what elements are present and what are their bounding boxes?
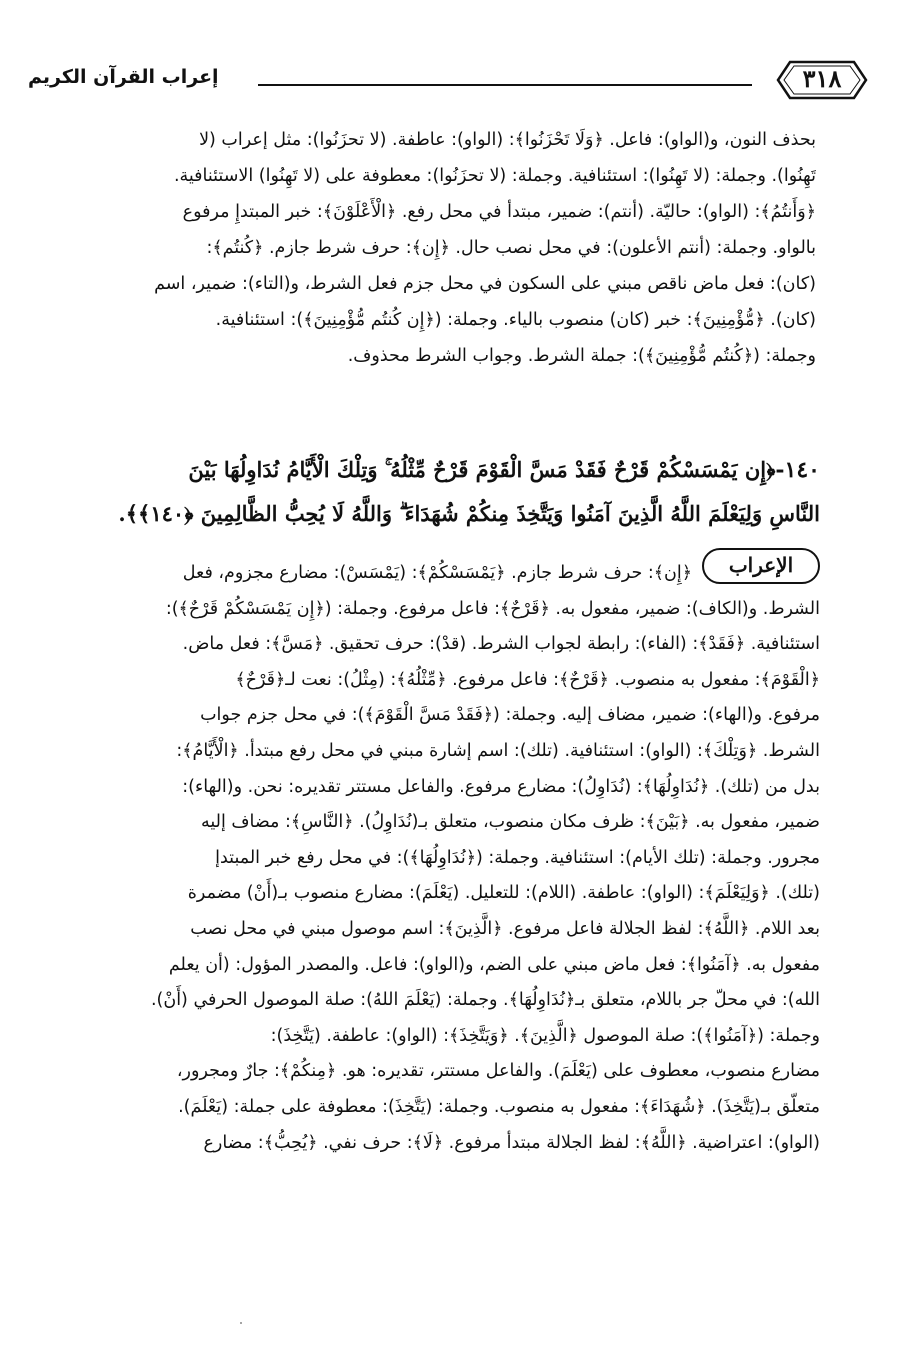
page-number-frame — [776, 60, 868, 100]
text-line: تَهِنُوا). وجملة: (لا تَهِنُوا): استئنافية. وجملة: (لا تحزَنُوا): معطوفة على (لا تَهِنُوا) الاستئنافية. — [173, 166, 816, 186]
verse-line-2: النَّاسِ وَلِيَعْلَمَ اللَّهُ الَّذِينَ آمَنُوا وَيَتَّخِذَ مِنكُمْ شُهَدَاءَ ۗ وَاللَّهُ لَا يُحِبُّ الظَّالِمِينَ ﴿١٤٠﴾﴾. — [118, 501, 820, 526]
text-line: (تلك). ﴿وَلِيَعْلَمَ﴾: (الواو): عاطفة. (اللام): للتعليل. (يَعْلَمَ): مضارع منصوب بـ(أَنْ) مضمرة — [187, 883, 820, 904]
quran-verse — [22, 448, 820, 536]
header-rule — [258, 84, 752, 86]
text-line: وجملة: (﴿كُنتُم مُّؤْمِنِينَ﴾): جملة الشرط. وجواب الشرط محذوف. — [347, 346, 816, 366]
text-line: الشرط. ﴿وَتِلْكَ﴾: (الواو): استئنافية. (تلك): اسم إشارة مبني في محل رفع مبتدأ. ﴿الْأَيَّامُ﴾: — [176, 740, 820, 761]
text-line: استئنافية. ﴿فَقَدْ﴾: (الفاء): رابطة لجواب الشرط. (قدْ): حرف تحقيق. ﴿مَسَّ﴾: فعل ماض. — [182, 634, 820, 655]
scan-speck — [240, 1322, 242, 1324]
text-line: بدل من (تلك). ﴿نُدَاوِلُهَا﴾: (نُدَاوِلُ): مضارع مرفوع. والفاعل مستتر تقديره: نحن. و(الهاء): — [182, 776, 820, 797]
verse-text: ﴿إِن يَمْسَسْكُمْ قَرْحٌ فَقَدْ مَسَّ الْقَوْمَ قَرْحٌ مِّثْلُهُ ۚ وَتِلْكَ الْأَيَّامُ نُدَاوِلُهَا بَيْنَ — [188, 457, 776, 482]
text-line: مضارع منصوب، معطوف على (يَعْلَمَ). والفاعل مستتر، تقديره: هو. ﴿مِنكُمْ﴾: جارٌ ومجرور، — [176, 1061, 820, 1082]
text-line: بالواو. وجملة: (أنتم الأعلون): في محل نصب حال. ﴿إِن﴾: حرف شرط جازم. ﴿كُنتُم﴾: — [206, 238, 816, 258]
text-line: ﴿وَأَنتُمُ﴾: (الواو): حاليّة. (أنتم): ضمير، مبتدأ في محل رفع. ﴿الْأَعْلَوْنَ﴾: خبر المبتدإِ مرفوع — [182, 202, 816, 222]
irab-paragraph — [22, 556, 820, 1161]
text-line: بحذف النون، و(الواو): فاعل. ﴿وَلَا تَحْزَنُوا﴾: (الواو): عاطفة. (لا تحزَنُوا): مثل إعراب (لا — [199, 130, 816, 150]
commentary-paragraph-1 — [22, 122, 816, 374]
text-line: بعد اللام. ﴿اللَّهُ﴾: لفظ الجلالة فاعل مرفوع. ﴿الَّذِينَ﴾: اسم موصول مبني في محل نصب — [190, 918, 820, 939]
verse-number: ١٤٠- — [775, 457, 820, 483]
text-line: متعلّق بـ(يَتَّخِذَ). ﴿شُهَدَاءَ﴾: مفعول به منصوب. وجملة: (يَتَّخِذَ): معطوفة على جملة: (يَعْلَمَ). — [178, 1096, 820, 1117]
text-line: (كان). ﴿مُّؤْمِنِينَ﴾: خبر (كان) منصوب بالياء. وجملة: (﴿إِن كُنتُم مُّؤْمِنِينَ﴾): استئنافية. — [215, 310, 816, 330]
book-title: إعراب القرآن الكريم — [28, 66, 219, 88]
page-header — [28, 60, 868, 104]
text-line: ﴿إِن﴾: حرف شرط جازم. ﴿يَمْسَسْكُمْ﴾: (يَمْسَسْ): مضارع مجزوم، فعل — [182, 563, 692, 583]
text-line: (الواو): اعتراضية. ﴿اللَّهُ﴾: لفظ الجلالة مبتدأ مرفوع. ﴿لَا﴾: حرف نفي. ﴿يُحِبُّ﴾: مضارع — [203, 1132, 820, 1153]
text-line: وجملة: (﴿آمَنُوا﴾): صلة الموصول ﴿الَّذِينَ﴾. ﴿وَيَتَّخِذَ﴾: (الواو): عاطفة. (يَتَّخِذَ): — [270, 1025, 820, 1046]
page-number: ٣١٨ — [802, 64, 842, 93]
text-line: ضمير، مفعول به. ﴿بَيْنَ﴾: ظرف مكان منصوب، متعلق بـ(نُدَاوِلُ). ﴿النَّاسِ﴾: مضاف إليه — [200, 812, 820, 833]
text-line: (كان): فعل ماض ناقص مبني على السكون في محل جزم فعل الشرط، و(التاء): ضمير، اسم — [154, 274, 816, 294]
verse-line-1 — [22, 448, 820, 492]
text-line: مرفوع. و(الهاء): ضمير، مضاف إليه. وجملة: (﴿فَقَدْ مَسَّ الْقَوْمَ﴾): في محل جزم جواب — [200, 705, 820, 726]
text-line: الله): في محلّ جر باللام، متعلق بـ﴿نُدَاوِلُهَا﴾. وجملة: (يَعْلَمَ اللهُ): صلة الموصول الحرفي (أَنْ). — [150, 990, 820, 1011]
text-line: مجرور. وجملة: (تلك الأيام): استئنافية. وجملة: (﴿نُدَاوِلُهَا﴾): في محل رفع خبر المبتدإ — [215, 847, 820, 868]
text-line: الشرط. و(الكاف): ضمير، مفعول به. ﴿قَرْحٌ﴾: فاعل مرفوع. وجملة: (﴿إِن يَمْسَسْكُمْ قَرْحٌ﴾): — [165, 598, 820, 619]
irab-section-label: الإعراب — [702, 548, 820, 584]
text-line: ﴿الْقَوْمَ﴾: مفعول به منصوب. ﴿قَرْحٌ﴾: فاعل مرفوع. ﴿مِّثْلُهُ﴾: (مِثْلُ): نعت لـ﴿قَرْحٌ﴾ — [235, 669, 820, 690]
text-line: مفعول به. ﴿آمَنُوا﴾: فعل ماض مبني على الضم، و(الواو): فاعل. والمصدر المؤول: (أن يعلم — [168, 954, 820, 975]
